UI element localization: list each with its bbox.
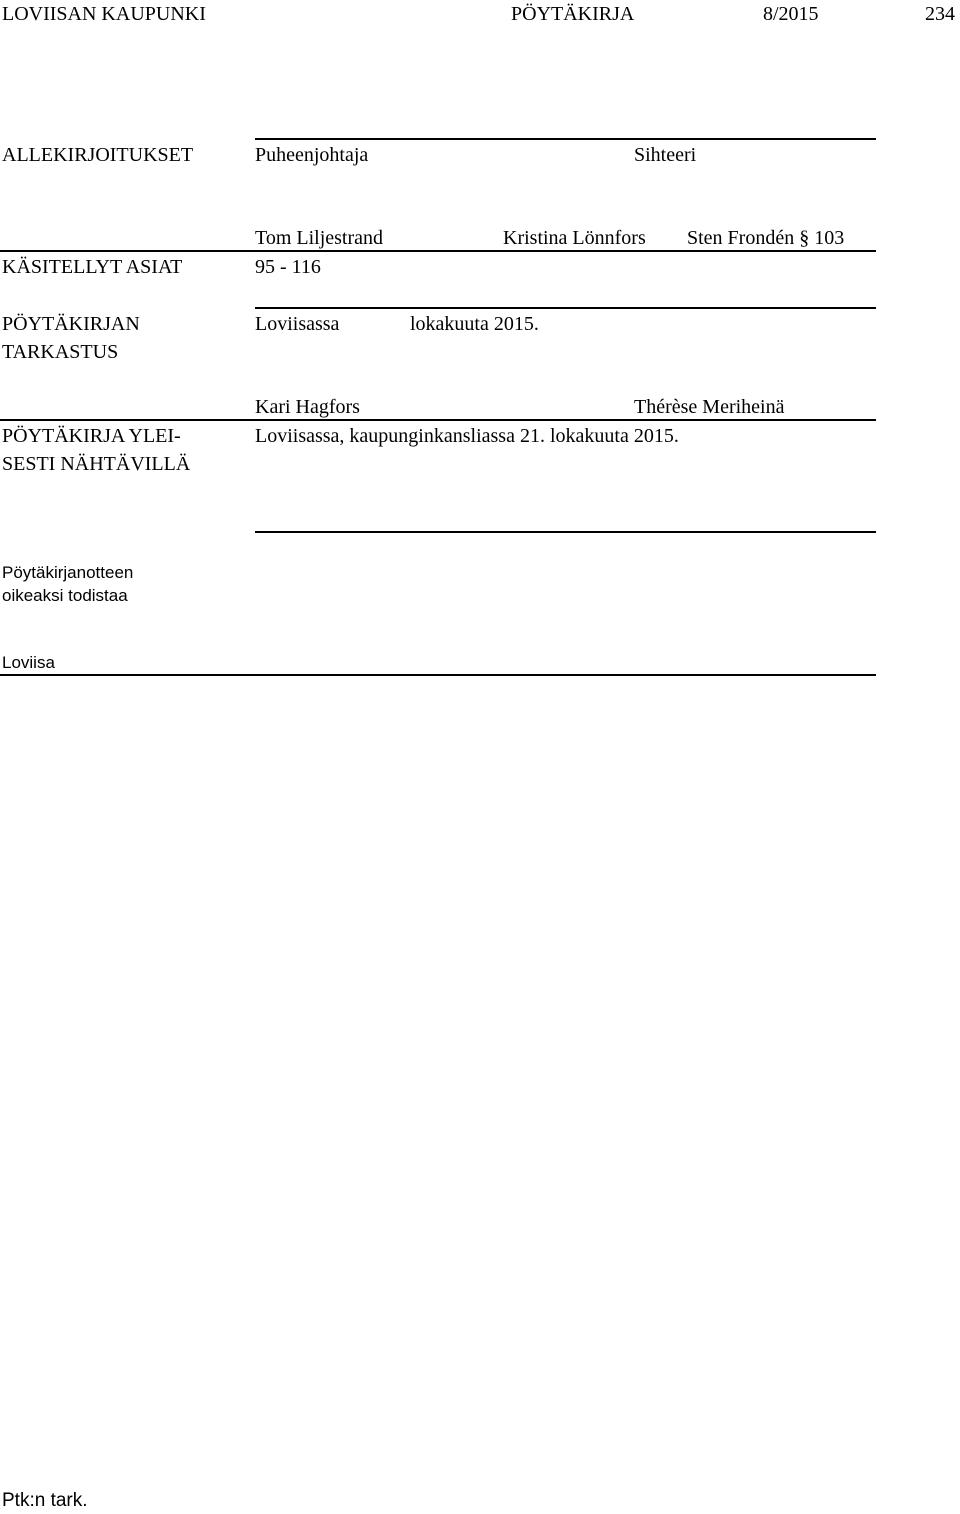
public-label-line1: PÖYTÄKIRJA YLEI- — [2, 425, 181, 447]
secretary-name: Kristina Lönnfors — [503, 227, 646, 249]
review-label-line2: TARKASTUS — [2, 341, 119, 363]
signatures-top-rule — [255, 138, 876, 140]
reviewer-1-name: Kari Hagfors — [255, 396, 360, 418]
footer-note: Ptk:n tark. — [2, 1490, 88, 1511]
page-number: 234 — [925, 3, 955, 25]
public-label-line2: SESTI NÄHTÄVILLÄ — [2, 453, 191, 475]
certification-top-rule — [255, 531, 876, 533]
handled-items-value: 95 - 116 — [255, 256, 321, 278]
reviewer-2-name: Thérèse Meriheinä — [634, 396, 785, 418]
document-number: 8/2015 — [763, 3, 819, 25]
review-place: Loviisassa — [255, 313, 340, 335]
chair-role: Puheenjohtaja — [255, 144, 369, 166]
chair-name: Tom Liljestrand — [255, 227, 384, 249]
review-date: lokakuuta 2015. — [410, 313, 539, 335]
secretary-role: Sihteeri — [634, 144, 697, 166]
review-top-rule — [255, 307, 876, 309]
section-note: Sten Frondén § 103 — [687, 227, 845, 249]
organization-name: LOVIISAN KAUPUNKI — [2, 3, 206, 25]
certification-line2: oikeaksi todistaa — [2, 586, 128, 605]
review-label-line1: PÖYTÄKIRJAN — [2, 313, 140, 335]
signatures-label: ALLEKIRJOITUKSET — [2, 144, 194, 166]
certification-bottom-rule — [0, 674, 876, 676]
handled-items-label: KÄSITELLYT ASIAT — [2, 256, 183, 278]
review-bottom-rule — [0, 419, 876, 421]
signatures-bottom-rule — [0, 250, 876, 252]
document-type: PÖYTÄKIRJA — [511, 3, 635, 25]
public-display-value: Loviisassa, kaupunginkansliassa 21. lokakuuta 2015. — [255, 425, 679, 447]
certification-line1: Pöytäkirjanotteen — [2, 563, 134, 582]
certification-place: Loviisa — [2, 653, 55, 672]
